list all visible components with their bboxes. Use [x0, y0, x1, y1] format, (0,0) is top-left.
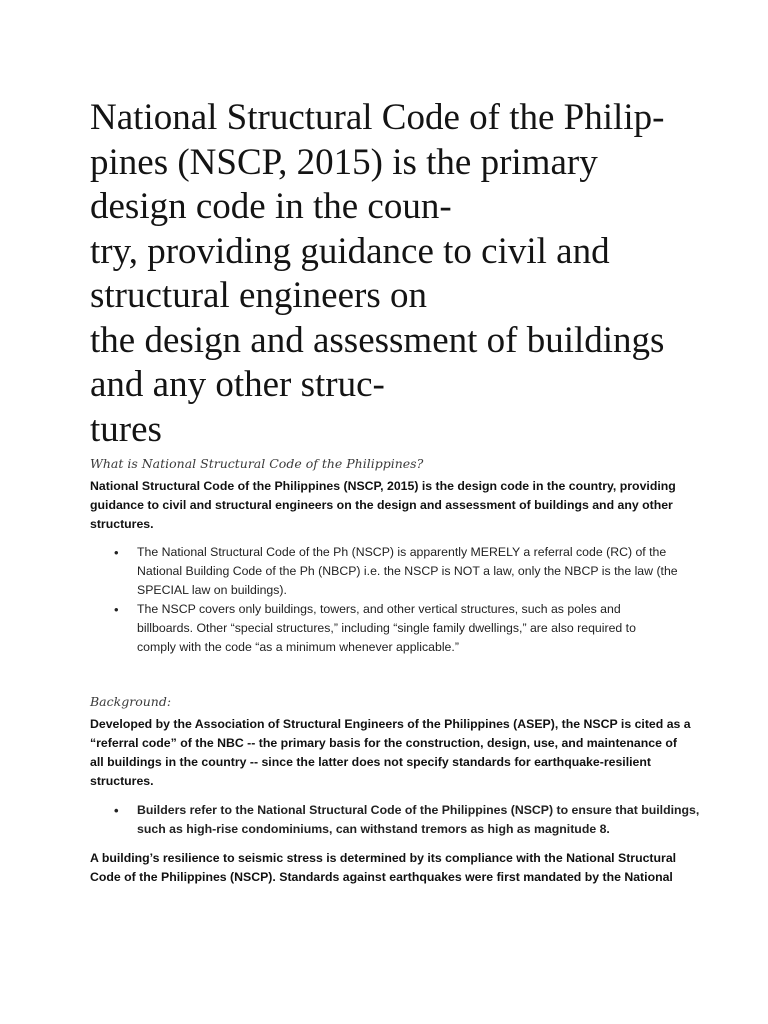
- definition-paragraph: [90, 477, 690, 534]
- paragraph-line: all buildings in the country -- since the latter does not specify standards for earthquake-resilient: [90, 755, 651, 769]
- background-paragraph: [90, 715, 690, 791]
- paragraph-line: National Structural Code of the Philippines (NSCP, 2015) is the design code in the country, providing: [90, 479, 676, 493]
- paragraph-line: Code of the Philippines (NSCP). Standards against earthquakes were first mandated by the National: [90, 870, 673, 884]
- paragraph-line: Developed by the Association of Structural Engineers of the Philippines (ASEP), the NSCP is cited as a: [90, 717, 691, 731]
- paragraph-line: guidance to civil and structural engineers on the design and assessment of buildings and any other: [90, 498, 673, 512]
- title-line: design code in the coun-: [90, 186, 452, 227]
- list-item: [108, 600, 688, 657]
- bullet-icon: •: [114, 602, 119, 617]
- paragraph-line: A building’s resilience to seismic stress is determined by its compliance with the National Structural: [90, 851, 677, 865]
- document-title: [90, 96, 730, 452]
- list-item: [108, 543, 688, 600]
- list-item-line: Builders refer to the National Structural Code of the Philippines (NSCP) to ensure that buildings,: [137, 803, 700, 817]
- title-line: pines (NSCP, 2015) is the primary: [90, 141, 598, 183]
- list-item-line: The NSCP covers only buildings, towers, and other vertical structures, such as poles and: [137, 602, 621, 616]
- title-line: tures: [90, 408, 162, 450]
- section-heading-background: Background:: [90, 694, 172, 709]
- title-line: National Structural Code of the Philip-: [90, 97, 665, 138]
- list-item-line: such as high-rise condominiums, can withstand tremors as high as magnitude 8.: [137, 822, 610, 836]
- section-heading-what-is-nscp: What is National Structural Code of the Philippines?: [90, 456, 424, 471]
- closing-paragraph: [90, 849, 690, 887]
- title-line: the design and assessment of buildings: [90, 319, 665, 361]
- list-item-line: National Building Code of the Ph (NBCP) i.e. the NSCP is NOT a law, only the NBCP is the law (the: [137, 564, 678, 578]
- list-item-line: comply with the code “as a minimum whenever applicable.”: [137, 640, 459, 654]
- paragraph-line: structures.: [90, 517, 154, 531]
- nscp-facts-list: [108, 543, 688, 657]
- paragraph-line: “referral code” of the NBC -- the primary basis for the construction, design, use, and maintenance of: [90, 736, 677, 750]
- bullet-icon: •: [114, 545, 119, 560]
- bullet-icon: •: [114, 803, 119, 818]
- builders-list: [108, 801, 700, 839]
- title-line: and any other struc-: [90, 364, 385, 405]
- list-item-line: The National Structural Code of the Ph (NSCP) is apparently MERELY a referral code (RC) of the: [137, 545, 667, 559]
- paragraph-line: structures.: [90, 774, 154, 788]
- list-item: [108, 801, 700, 839]
- list-item-line: SPECIAL law on buildings).: [137, 583, 287, 597]
- list-item-line: billboards. Other “special structures,” including “single family dwellings,” are also required to: [137, 621, 636, 635]
- title-line: try, providing guidance to civil and: [90, 230, 610, 272]
- title-line: structural engineers on: [90, 275, 427, 316]
